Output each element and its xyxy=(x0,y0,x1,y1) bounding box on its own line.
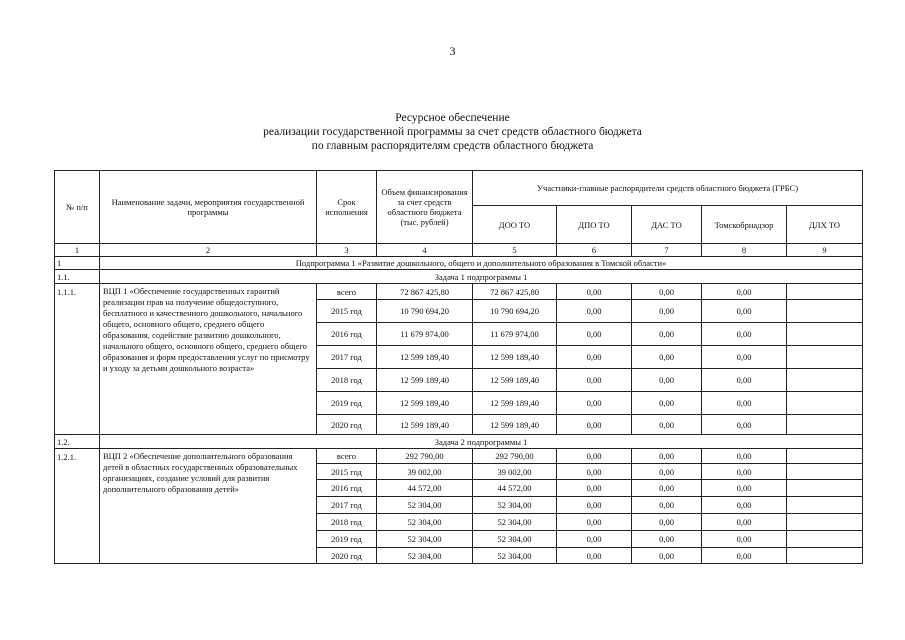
col-number: 1 xyxy=(55,244,100,257)
col-number: 8 xyxy=(702,244,787,257)
tomsk-cell: 0,00 xyxy=(702,531,787,548)
dlh-cell xyxy=(787,323,863,346)
document-title xyxy=(0,111,905,153)
tomsk-cell: 0,00 xyxy=(702,497,787,514)
dpo-cell: 0,00 xyxy=(557,300,632,323)
col-number: 4 xyxy=(377,244,473,257)
measure-num: 1.2.1. xyxy=(55,449,100,564)
doo-cell: 52 304,00 xyxy=(473,514,557,531)
task-title: Задача 2 подпрограммы 1 xyxy=(100,435,863,449)
dlh-cell xyxy=(787,300,863,323)
tomsk-cell: 0,00 xyxy=(702,323,787,346)
tomsk-cell: 0,00 xyxy=(702,346,787,369)
dpo-cell: 0,00 xyxy=(557,346,632,369)
dpo-cell: 0,00 xyxy=(557,415,632,435)
dpo-cell: 0,00 xyxy=(557,514,632,531)
col-number: 7 xyxy=(632,244,702,257)
total-cell: 72 867 425,80 xyxy=(377,284,473,300)
das-cell: 0,00 xyxy=(632,480,702,497)
task-row xyxy=(55,270,863,284)
dlh-cell xyxy=(787,346,863,369)
doo-cell: 39 002,00 xyxy=(473,464,557,480)
term-cell: 2019 год xyxy=(317,392,377,415)
dpo-cell: 0,00 xyxy=(557,464,632,480)
dpo-cell: 0,00 xyxy=(557,548,632,564)
dlh-cell xyxy=(787,514,863,531)
dlh-cell xyxy=(787,369,863,392)
term-cell: всего xyxy=(317,284,377,300)
dlh-cell xyxy=(787,480,863,497)
term-cell: 2020 год xyxy=(317,548,377,564)
das-cell: 0,00 xyxy=(632,346,702,369)
doo-cell: 52 304,00 xyxy=(473,548,557,564)
total-cell: 12 599 189,40 xyxy=(377,392,473,415)
task-title: Задача 1 подпрограммы 1 xyxy=(100,270,863,284)
term-cell: 2019 год xyxy=(317,531,377,548)
doo-cell: 11 679 974,00 xyxy=(473,323,557,346)
measure-row xyxy=(55,449,863,464)
title-line-1: Ресурсное обеспечение xyxy=(395,112,510,124)
dpo-cell: 0,00 xyxy=(557,284,632,300)
col-number: 6 xyxy=(557,244,632,257)
das-cell: 0,00 xyxy=(632,449,702,464)
total-cell: 52 304,00 xyxy=(377,497,473,514)
doo-cell: 12 599 189,40 xyxy=(473,346,557,369)
tomsk-cell: 0,00 xyxy=(702,480,787,497)
total-cell: 12 599 189,40 xyxy=(377,415,473,435)
das-cell: 0,00 xyxy=(632,284,702,300)
header-grbs-dlh: ДЛХ ТО xyxy=(787,206,863,244)
term-cell: 2016 год xyxy=(317,323,377,346)
das-cell: 0,00 xyxy=(632,323,702,346)
header-row-1 xyxy=(55,171,863,206)
total-cell: 292 790,00 xyxy=(377,449,473,464)
dpo-cell: 0,00 xyxy=(557,497,632,514)
header-grbs-dpo: ДПО ТО xyxy=(557,206,632,244)
column-number-row xyxy=(55,244,863,257)
title-line-2: реализации государственной программы за счет средств областного бюджета xyxy=(263,126,642,138)
page-number: 3 xyxy=(449,44,456,58)
dpo-cell: 0,00 xyxy=(557,323,632,346)
dpo-cell: 0,00 xyxy=(557,369,632,392)
doo-cell: 44 572,00 xyxy=(473,480,557,497)
term-cell: всего xyxy=(317,449,377,464)
dpo-cell: 0,00 xyxy=(557,480,632,497)
header-grbs-doo: ДОО ТО xyxy=(473,206,557,244)
das-cell: 0,00 xyxy=(632,392,702,415)
term-cell: 2017 год xyxy=(317,346,377,369)
das-cell: 0,00 xyxy=(632,300,702,323)
doo-cell: 12 599 189,40 xyxy=(473,369,557,392)
header-num: № п/п xyxy=(55,171,100,244)
tomsk-cell: 0,00 xyxy=(702,284,787,300)
subprogram-title: Подпрограмма 1 «Развитие дошкольного, общего и дополнительного образования в Томской области» xyxy=(100,257,863,270)
das-cell: 0,00 xyxy=(632,415,702,435)
dpo-cell: 0,00 xyxy=(557,531,632,548)
task-row xyxy=(55,435,863,449)
dlh-cell xyxy=(787,464,863,480)
dlh-cell xyxy=(787,449,863,464)
tomsk-cell: 0,00 xyxy=(702,464,787,480)
col-number: 5 xyxy=(473,244,557,257)
header-grbs-das: ДАС ТО xyxy=(632,206,702,244)
col-number: 3 xyxy=(317,244,377,257)
dlh-cell xyxy=(787,415,863,435)
measure-name: ВЦП 1 «Обеспечение государственных гарантий реализации прав на получение общедоступного, бесплатного и качественного дошкольного, начального общего, основного общего, среднего общего образования, содействие развитию дошкольного, начального общего, основного общего, среднего общего образования и форм предоставления услуг по присмотру и уходу за детьми дошкольного возраста» xyxy=(100,284,317,435)
subprogram-row xyxy=(55,257,863,270)
doo-cell: 12 599 189,40 xyxy=(473,415,557,435)
dpo-cell: 0,00 xyxy=(557,392,632,415)
das-cell: 0,00 xyxy=(632,497,702,514)
task-num: 1.1. xyxy=(55,270,100,284)
tomsk-cell: 0,00 xyxy=(702,369,787,392)
total-cell: 52 304,00 xyxy=(377,548,473,564)
header-term: Срок исполнения xyxy=(317,171,377,244)
total-cell: 11 679 974,00 xyxy=(377,323,473,346)
dlh-cell xyxy=(787,548,863,564)
measure-row xyxy=(55,284,863,300)
total-cell: 52 304,00 xyxy=(377,514,473,531)
total-cell: 39 002,00 xyxy=(377,464,473,480)
col-number: 2 xyxy=(100,244,317,257)
tomsk-cell: 0,00 xyxy=(702,300,787,323)
header-name: Наименование задачи, мероприятия государственной программы xyxy=(100,171,317,244)
funding-table xyxy=(54,170,863,564)
term-cell: 2015 год xyxy=(317,300,377,323)
das-cell: 0,00 xyxy=(632,548,702,564)
total-cell: 12 599 189,40 xyxy=(377,346,473,369)
das-cell: 0,00 xyxy=(632,464,702,480)
doo-cell: 12 599 189,40 xyxy=(473,392,557,415)
total-cell: 12 599 189,40 xyxy=(377,369,473,392)
dlh-cell xyxy=(787,284,863,300)
das-cell: 0,00 xyxy=(632,369,702,392)
header-grbs-tomsk: Томскобрнадзор xyxy=(702,206,787,244)
dlh-cell xyxy=(787,497,863,514)
doo-cell: 72 867 425,80 xyxy=(473,284,557,300)
tomsk-cell: 0,00 xyxy=(702,514,787,531)
tomsk-cell: 0,00 xyxy=(702,548,787,564)
tomsk-cell: 0,00 xyxy=(702,392,787,415)
doo-cell: 292 790,00 xyxy=(473,449,557,464)
dlh-cell xyxy=(787,392,863,415)
measure-num: 1.1.1. xyxy=(55,284,100,435)
col-number: 9 xyxy=(787,244,863,257)
task-num: 1.2. xyxy=(55,435,100,449)
dlh-cell xyxy=(787,531,863,548)
total-cell: 44 572,00 xyxy=(377,480,473,497)
term-cell: 2016 год xyxy=(317,480,377,497)
doo-cell: 52 304,00 xyxy=(473,531,557,548)
subprogram-num: 1 xyxy=(55,257,100,270)
doo-cell: 52 304,00 xyxy=(473,497,557,514)
total-cell: 52 304,00 xyxy=(377,531,473,548)
das-cell: 0,00 xyxy=(632,514,702,531)
dpo-cell: 0,00 xyxy=(557,449,632,464)
measure-name: ВЦП 2 «Обеспечение дополнительного образования детей в областных государственных образовательных организациях, создание условий для развития дополнительного образования детей» xyxy=(100,449,317,564)
term-cell: 2015 год xyxy=(317,464,377,480)
title-line-3: по главным распорядителям средств областного бюджета xyxy=(311,140,594,152)
tomsk-cell: 0,00 xyxy=(702,449,787,464)
tomsk-cell: 0,00 xyxy=(702,415,787,435)
total-cell: 10 790 694,20 xyxy=(377,300,473,323)
term-cell: 2018 год xyxy=(317,514,377,531)
header-participants: Участники-главные распорядители средств областного бюджета (ГРБС) xyxy=(473,171,863,206)
term-cell: 2018 год xyxy=(317,369,377,392)
term-cell: 2020 год xyxy=(317,415,377,435)
doo-cell: 10 790 694,20 xyxy=(473,300,557,323)
term-cell: 2017 год xyxy=(317,497,377,514)
das-cell: 0,00 xyxy=(632,531,702,548)
header-volume: Объем финансирования за счет средств областного бюджета (тыс. рублей) xyxy=(377,171,473,244)
